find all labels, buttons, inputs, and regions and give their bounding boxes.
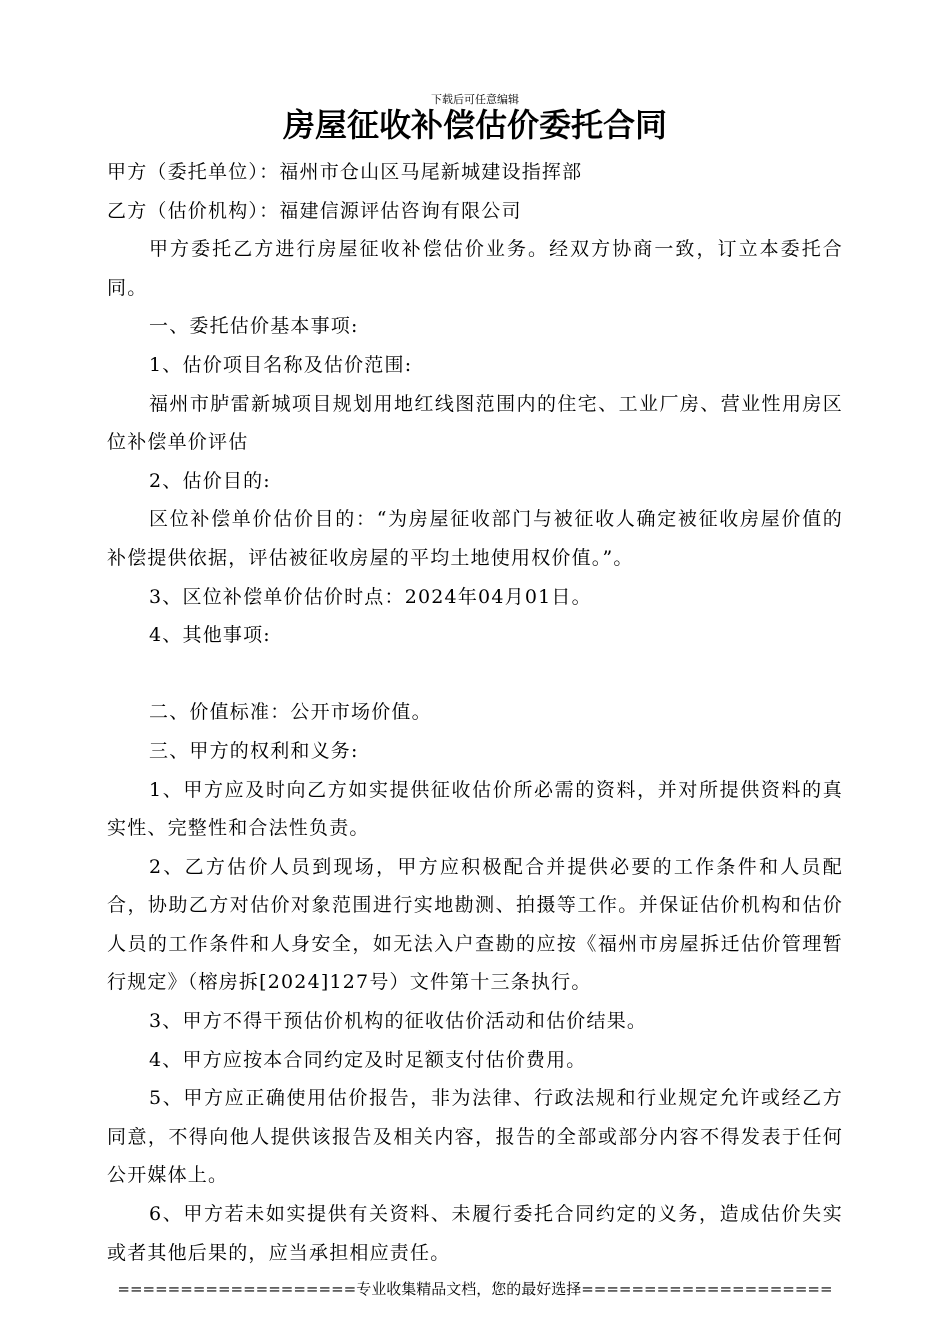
clause-3: 3、甲方不得干预估价机构的征收估价活动和估价结果。 — [149, 1010, 648, 1033]
party-a-line: 甲方（委托单位）：福州市仓山区马尾新城建设指挥部 — [107, 161, 583, 183]
clause-2: 2、乙方估价人员到现场，甲方应积极配合并提供必要的工作条件和人员配合，协助乙方对估价对象范围进行实地勘测、拍摄等工作。并保证估价机构和估价人员的工作条件和人身安全，如无法入户查勘的应按《福州市房屋拆迁估价管理暂行规定》（榕房拆[2024]127号）文件第十三条执行。 — [107, 855, 843, 994]
watermark: 下载后可任意编辑 — [431, 93, 519, 106]
intro-paragraph: 甲方委托乙方进行房屋征收补偿估价业务。经双方协商一致，订立本委托合同。 — [107, 238, 843, 299]
clause-1: 1、甲方应及时向乙方如实提供征收估价所必需的资料，并对所提供资料的真实性、完整性和合法性负责。 — [107, 778, 843, 840]
item-3-paragraph: 3、区位补偿单价估价时点：2024年04月01日。 — [149, 585, 592, 608]
section-2-paragraph: 二、价值标准：公开市场价值。 — [149, 701, 432, 724]
item-2-text: 区位补偿单价估价目的：“为房屋征收部门与被征收人确定被征收房屋价值的补偿提供依据，评估被征收房屋的平均土地使用权价值。”。 — [107, 508, 843, 569]
document-body — [107, 153, 843, 1272]
party-b-line: 乙方（估价机构）：福建信源评估咨询有限公司 — [107, 199, 522, 222]
item-1-heading: 1、估价项目名称及估价范围: — [149, 353, 413, 376]
clause-6: 6、甲方若未如实提供有关资料、未履行委托合同约定的义务，造成估价失实或者其他后果的，应当承担相应责任。 — [107, 1203, 843, 1264]
section-3-heading: 三、甲方的权利和义务: — [149, 739, 359, 762]
clause-4: 4、甲方应按本合同约定及时足额支付估价费用。 — [149, 1048, 587, 1071]
item-1-text: 福州市胪雷新城项目规划用地红线图范围内的住宅、工业厂房、营业性用房区位补偿单价评估 — [107, 392, 843, 454]
page-title: 房屋征收补偿估价委托合同 — [282, 106, 667, 144]
clause-5: 5、甲方应正确使用估价报告，非为法律、行政法规和行业规定允许或经乙方同意，不得向他人提供该报告及相关内容，报告的全部或部分内容不得发表于任何公开媒体上。 — [107, 1087, 843, 1187]
blank-line — [107, 655, 843, 694]
item-4-paragraph: 4、其他事项: — [149, 624, 271, 647]
item-2-heading: 2、估价目的: — [149, 469, 271, 492]
section-1-heading: 一、委托估价基本事项: — [149, 315, 359, 338]
page-footer: ===================专业收集精品文档，您的最好选择==================== — [117, 1280, 833, 1298]
